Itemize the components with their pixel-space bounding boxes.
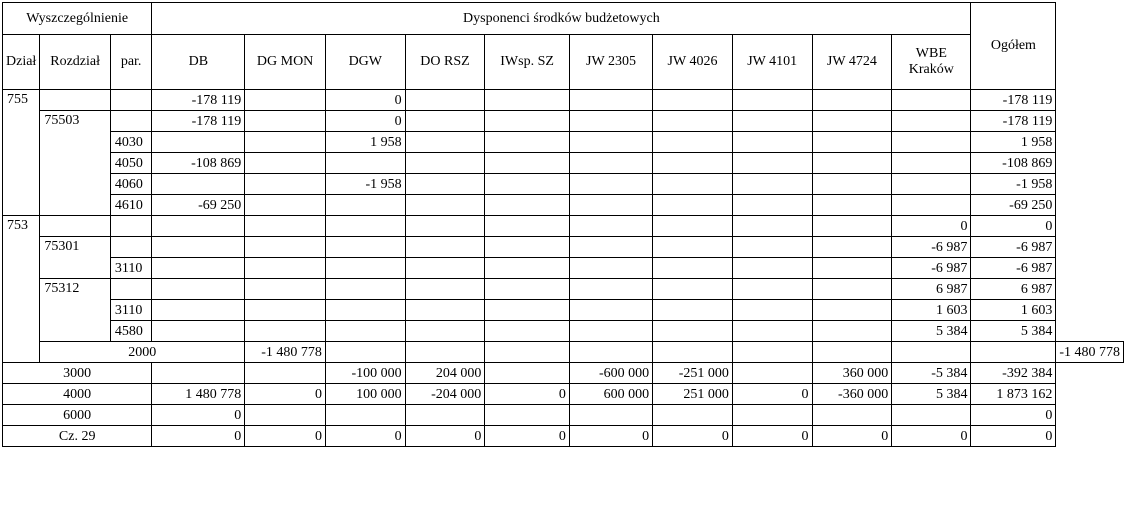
value-cell	[325, 279, 405, 300]
par-code: 4060	[110, 174, 151, 195]
value-cell	[732, 300, 812, 321]
header-col-db: DB	[152, 35, 245, 90]
value-cell: 0	[325, 426, 405, 447]
summary-label: 4000	[3, 384, 152, 405]
value-cell	[569, 342, 652, 363]
value-cell	[405, 342, 485, 363]
value-cell: 5 384	[892, 384, 971, 405]
value-cell	[653, 195, 733, 216]
table-row	[3, 132, 1124, 153]
value-cell	[569, 279, 652, 300]
value-cell	[732, 111, 812, 132]
value-cell	[245, 195, 326, 216]
rozdzial-code: 75312	[40, 279, 111, 342]
value-cell	[405, 321, 485, 342]
value-cell	[152, 279, 245, 300]
value-cell	[152, 363, 245, 384]
value-cell	[971, 342, 1056, 363]
value-cell	[485, 405, 570, 426]
value-cell	[405, 195, 485, 216]
par-code: 4580	[110, 321, 151, 342]
value-cell: 360 000	[812, 363, 892, 384]
total-cell: 1 958	[971, 132, 1056, 153]
value-cell: 0	[653, 426, 733, 447]
value-cell	[653, 216, 733, 237]
value-cell	[152, 174, 245, 195]
value-cell	[569, 258, 652, 279]
table-row	[3, 258, 1124, 279]
value-cell: -178 119	[152, 111, 245, 132]
value-cell	[892, 174, 971, 195]
value-cell: 0	[485, 384, 570, 405]
total-cell: 1 603	[971, 300, 1056, 321]
value-cell	[732, 174, 812, 195]
value-cell: -108 869	[152, 153, 245, 174]
value-cell	[732, 363, 812, 384]
value-cell	[653, 237, 733, 258]
dzial-code: 753	[3, 216, 40, 363]
par-code: 3110	[110, 258, 151, 279]
value-cell	[485, 90, 570, 111]
value-cell	[653, 405, 733, 426]
value-cell	[485, 363, 570, 384]
header-par: par.	[110, 35, 151, 90]
summary-label: 6000	[3, 405, 152, 426]
header-dysponenci: Dysponenci środków budżetowych	[152, 3, 971, 35]
value-cell	[653, 258, 733, 279]
value-cell	[245, 405, 326, 426]
value-cell	[892, 111, 971, 132]
value-cell	[325, 216, 405, 237]
value-cell	[405, 174, 485, 195]
value-cell: 600 000	[569, 384, 652, 405]
value-cell: 0	[732, 384, 812, 405]
value-cell: -6 987	[892, 237, 971, 258]
value-cell	[812, 237, 892, 258]
rozdzial-code: 75301	[40, 237, 111, 279]
value-cell	[569, 132, 652, 153]
value-cell: -1 958	[325, 174, 405, 195]
value-cell: 0	[152, 426, 245, 447]
table-row	[3, 111, 1124, 132]
value-cell	[485, 300, 570, 321]
value-cell	[485, 216, 570, 237]
header-col-dgw: DGW	[325, 35, 405, 90]
header-col-do-rsz: DO RSZ	[405, 35, 485, 90]
value-cell: 0	[892, 426, 971, 447]
value-cell	[485, 258, 570, 279]
total-cell: 1 873 162	[971, 384, 1056, 405]
table-row	[3, 153, 1124, 174]
value-cell	[732, 90, 812, 111]
value-cell	[653, 153, 733, 174]
value-cell: -251 000	[653, 363, 733, 384]
value-cell	[732, 405, 812, 426]
value-cell	[245, 258, 326, 279]
value-cell: 0	[485, 426, 570, 447]
value-cell	[732, 132, 812, 153]
value-cell	[569, 90, 652, 111]
dzial-code: 755	[3, 90, 40, 216]
summary-label: 2000	[40, 342, 245, 363]
value-cell	[325, 153, 405, 174]
value-cell	[325, 258, 405, 279]
value-cell	[485, 174, 570, 195]
value-cell: 0	[325, 90, 405, 111]
par-code	[110, 216, 151, 237]
value-cell	[152, 237, 245, 258]
par-code	[110, 279, 151, 300]
value-cell	[812, 132, 892, 153]
value-cell	[245, 237, 326, 258]
value-cell	[245, 321, 326, 342]
value-cell	[245, 279, 326, 300]
value-cell: 6 987	[892, 279, 971, 300]
value-cell: -1 480 778	[245, 342, 326, 363]
value-cell	[812, 195, 892, 216]
value-cell	[732, 153, 812, 174]
table-row	[3, 174, 1124, 195]
header-rozdzial: Rozdział	[40, 35, 111, 90]
value-cell	[732, 237, 812, 258]
rozdzial-code	[40, 216, 111, 237]
value-cell: 1 480 778	[152, 384, 245, 405]
value-cell	[485, 279, 570, 300]
value-cell	[892, 405, 971, 426]
header-col-jw-4026: JW 4026	[653, 35, 733, 90]
summary-row	[3, 342, 1124, 363]
value-cell	[732, 279, 812, 300]
value-cell	[405, 405, 485, 426]
value-cell	[245, 300, 326, 321]
value-cell: -204 000	[405, 384, 485, 405]
summary-row	[3, 426, 1124, 447]
value-cell: -360 000	[812, 384, 892, 405]
table-row	[3, 90, 1124, 111]
value-cell	[245, 132, 326, 153]
value-cell: -5 384	[892, 363, 971, 384]
value-cell: -178 119	[152, 90, 245, 111]
value-cell	[152, 258, 245, 279]
value-cell	[812, 111, 892, 132]
value-cell	[569, 321, 652, 342]
value-cell	[653, 279, 733, 300]
summary-row	[3, 363, 1124, 384]
value-cell: 0	[812, 426, 892, 447]
header-col-jw-4101: JW 4101	[732, 35, 812, 90]
header-col-jw-2305: JW 2305	[569, 35, 652, 90]
header-wbe-line1: WBE	[915, 46, 947, 61]
value-cell	[485, 195, 570, 216]
value-cell	[653, 342, 733, 363]
total-cell: -178 119	[971, 90, 1056, 111]
par-code	[110, 237, 151, 258]
value-cell	[812, 342, 892, 363]
value-cell: 5 384	[892, 321, 971, 342]
par-code	[110, 90, 151, 111]
total-cell: -108 869	[971, 153, 1056, 174]
value-cell: -69 250	[152, 195, 245, 216]
total-cell: 0	[971, 405, 1056, 426]
table-row	[3, 195, 1124, 216]
summary-label: Cz. 29	[3, 426, 152, 447]
value-cell	[892, 153, 971, 174]
header-wyszczegolnienie: Wyszczególnienie	[3, 3, 152, 35]
value-cell	[569, 153, 652, 174]
total-cell: -392 384	[971, 363, 1056, 384]
total-cell: -178 119	[971, 111, 1056, 132]
value-cell	[569, 300, 652, 321]
value-cell	[405, 90, 485, 111]
value-cell: 1 958	[325, 132, 405, 153]
value-cell	[405, 153, 485, 174]
header-col-wbe-krakow	[892, 35, 971, 90]
value-cell	[812, 216, 892, 237]
value-cell	[569, 174, 652, 195]
value-cell	[405, 132, 485, 153]
value-cell: 204 000	[405, 363, 485, 384]
value-cell	[152, 132, 245, 153]
value-cell: -100 000	[325, 363, 405, 384]
value-cell: 100 000	[325, 384, 405, 405]
value-cell	[485, 111, 570, 132]
value-cell	[732, 195, 812, 216]
value-cell	[325, 321, 405, 342]
value-cell: 0	[245, 384, 326, 405]
table-body	[3, 90, 1124, 447]
value-cell	[812, 405, 892, 426]
total-cell: 0	[971, 216, 1056, 237]
value-cell	[892, 195, 971, 216]
value-cell	[152, 321, 245, 342]
rozdzial-code	[40, 90, 111, 111]
table-row	[3, 300, 1124, 321]
value-cell	[732, 321, 812, 342]
value-cell	[892, 342, 971, 363]
par-code: 4050	[110, 153, 151, 174]
value-cell	[732, 258, 812, 279]
value-cell	[485, 342, 570, 363]
value-cell	[732, 216, 812, 237]
value-cell: 0	[325, 111, 405, 132]
value-cell	[245, 90, 326, 111]
value-cell: 0	[152, 405, 245, 426]
value-cell	[325, 342, 405, 363]
summary-label: 3000	[3, 363, 152, 384]
budget-table	[2, 2, 1124, 447]
value-cell	[812, 174, 892, 195]
table-row	[3, 216, 1124, 237]
value-cell	[653, 300, 733, 321]
header-ogolem: Ogółem	[971, 3, 1056, 90]
value-cell	[152, 216, 245, 237]
value-cell	[569, 111, 652, 132]
total-cell: -6 987	[971, 258, 1056, 279]
value-cell: -600 000	[569, 363, 652, 384]
value-cell	[892, 90, 971, 111]
value-cell	[485, 321, 570, 342]
total-cell: 0	[971, 426, 1056, 447]
value-cell	[325, 405, 405, 426]
par-code	[110, 111, 151, 132]
total-cell: 5 384	[971, 321, 1056, 342]
value-cell	[653, 111, 733, 132]
header-col-dg-mon: DG MON	[245, 35, 326, 90]
summary-row	[3, 384, 1124, 405]
value-cell	[405, 111, 485, 132]
total-cell: -69 250	[971, 195, 1056, 216]
value-cell	[653, 132, 733, 153]
header-col-iwsp-sz: IWsp. SZ	[485, 35, 570, 90]
value-cell	[325, 195, 405, 216]
value-cell	[569, 195, 652, 216]
value-cell: 0	[405, 426, 485, 447]
value-cell: 0	[245, 426, 326, 447]
par-code: 3110	[110, 300, 151, 321]
value-cell	[405, 279, 485, 300]
value-cell	[812, 90, 892, 111]
value-cell	[245, 363, 326, 384]
value-cell	[485, 153, 570, 174]
value-cell: 1 603	[892, 300, 971, 321]
value-cell	[485, 237, 570, 258]
value-cell: 0	[569, 426, 652, 447]
value-cell	[405, 258, 485, 279]
value-cell: 251 000	[653, 384, 733, 405]
rozdzial-code: 75503	[40, 111, 111, 216]
total-cell: -1 480 778	[1056, 342, 1124, 363]
value-cell	[812, 279, 892, 300]
table-row	[3, 279, 1124, 300]
value-cell	[569, 216, 652, 237]
value-cell	[892, 132, 971, 153]
value-cell	[653, 321, 733, 342]
value-cell: -6 987	[892, 258, 971, 279]
value-cell	[405, 300, 485, 321]
header-wbe-line2: Kraków	[908, 62, 954, 77]
total-cell: -6 987	[971, 237, 1056, 258]
value-cell	[812, 321, 892, 342]
value-cell	[653, 90, 733, 111]
header-dzial: Dział	[3, 35, 40, 90]
value-cell	[569, 405, 652, 426]
par-code: 4030	[110, 132, 151, 153]
value-cell	[325, 300, 405, 321]
total-cell: -1 958	[971, 174, 1056, 195]
value-cell	[245, 153, 326, 174]
table-row	[3, 237, 1124, 258]
value-cell	[569, 237, 652, 258]
value-cell	[812, 153, 892, 174]
value-cell	[245, 111, 326, 132]
total-cell: 6 987	[971, 279, 1056, 300]
value-cell	[405, 237, 485, 258]
table-row	[3, 321, 1124, 342]
value-cell	[812, 300, 892, 321]
value-cell	[812, 258, 892, 279]
value-cell	[152, 300, 245, 321]
summary-row	[3, 405, 1124, 426]
value-cell	[325, 237, 405, 258]
par-code: 4610	[110, 195, 151, 216]
value-cell	[732, 342, 812, 363]
value-cell	[405, 216, 485, 237]
value-cell: 0	[732, 426, 812, 447]
header-col-jw-4724: JW 4724	[812, 35, 892, 90]
value-cell	[245, 174, 326, 195]
value-cell	[245, 216, 326, 237]
value-cell	[485, 132, 570, 153]
value-cell	[653, 174, 733, 195]
value-cell: 0	[892, 216, 971, 237]
